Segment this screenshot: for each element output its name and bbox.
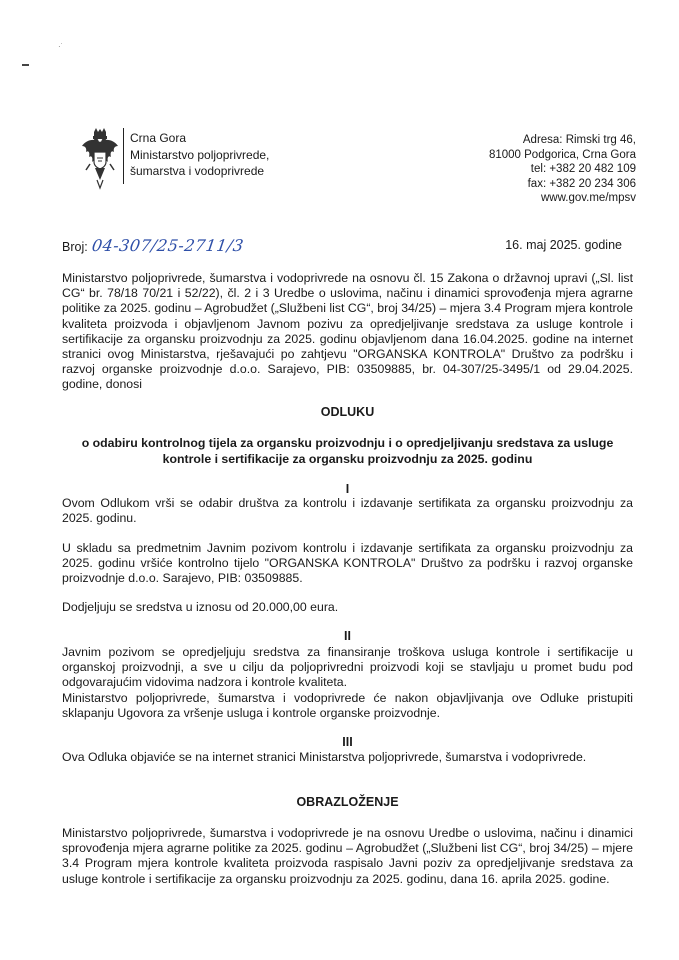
- address-block: [489, 133, 636, 206]
- section-2-number: II: [344, 629, 351, 643]
- scan-specks: ·˙: [58, 42, 64, 51]
- website-line: www.gov.me/mpsv: [540, 192, 636, 204]
- address-line: 81000 Podgorica, Crna Gora: [488, 148, 636, 161]
- section-3-paragraph-1: Ova Odluka objaviće se na internet stranici Ministarstva poljoprivrede, šumarstva i vodoprivrede.: [62, 750, 587, 764]
- ministry-line: šumarstva i vodoprivrede: [130, 164, 265, 178]
- section-1-paragraph-1: Ovom Odlukom vrši se odabir društva za kontrolu i izdavanje sertifikata za organsku proizvodnju za 2025. godinu.: [62, 496, 633, 526]
- address-line: Adresa: Rimski trg 46,: [522, 134, 636, 146]
- reference-number: [62, 236, 243, 255]
- reasoning-paragraph-1: Ministarstvo poljoprivrede, šumarstva i vodoprivrede je na osnovu Uredbe o uslovima, načinu i dinamici sprovođenja mjera agrarne politike za 2025. godinu – Agrobudžet („Službeni list CG“, broj 34/25) – mjere 3.4 Program mjera kontrole kvaliteta proizvoda raspisalo Javni poziv za opredjeljivanje sredstava za usluge kontrole i sertifikacije za organsku proizvodnju za 2025. godinu, dana 16. aprila 2025. godine.: [62, 826, 633, 886]
- scan-mark: [22, 64, 29, 66]
- fax-line: fax: +382 20 234 306: [527, 177, 636, 190]
- decision-subtitle: o odabiru kontrolnog tijela za organsku proizvodnju i o opredjeljivanju sredstava za usluge kontrole i sertifikacije za organsku proizvodnju za 2025. godinu: [81, 436, 614, 466]
- header-divider: [123, 128, 124, 184]
- reference-handwritten-value: 04-307/25-2711/3: [90, 236, 245, 255]
- section-1-paragraph-2: U skladu sa predmetnim Javnim pozivom kontrolu i izdavanje sertifikata za organsku proizvodnju za 2025. godinu vršiće kontrolno tijelo "ORGANSKA KONTROLA" Društvo za podršku i razvoj organske proizvodnje d.o.o. Sarajevo, PIB: 03509885.: [62, 541, 633, 586]
- reference-label: Broj:: [62, 240, 88, 254]
- ministry-line: Crna Gora: [130, 131, 187, 145]
- section-1-number: I: [345, 482, 350, 496]
- section-3-number: III: [342, 735, 353, 749]
- coat-of-arms-icon: [80, 128, 120, 190]
- section-2-paragraph-2: Ministarstvo poljoprivrede, šumarstva i vodoprivrede će nakon objavljivanja ove Odluke pristupiti sklapanju Ugovora za vršenje usluga i kontrole organske proizvodnje.: [62, 691, 633, 721]
- section-1-paragraph-3: Dodjeljuju se sredstva u iznosu od 20.000,00 eura.: [62, 600, 339, 614]
- phone-line: tel: +382 20 482 109: [530, 163, 636, 175]
- intro-paragraph: Ministarstvo poljoprivrede, šumarstva i vodoprivrede na osnovu čl. 15 Zakona o državnoj upravi („Sl. list CG“ br. 78/18 70/21 i 52/22), čl. 2 i 3 Uredbe o uslovima, načinu i dinamici sprovođenja mjera agrarne politike za 2025. godinu – Agrobudžet („Službeni list CG“, broj 34/25) – mjera 3.4 Program mjera kontrole kvaliteta proizvoda i objavljenom Javnom pozivu za opredjeljivanje sredstava za usluge kontrole i sertifikacije za organsku proizvodnju za 2025. godinu objavljenom dana 16.04.2025. godine na internet stranici ovog Ministarstva, rješavajući po zahtjevu "ORGANSKA KONTROLA" Društvo za podršku i razvoj organske proizvodnje d.o.o. Sarajevo, PIB: 03509885, br. 04-307/25-3495/1 od 29.04.2025. godine, donosi: [62, 271, 633, 392]
- reasoning-title: OBRAZLOŽENJE: [296, 795, 399, 809]
- document-date: 16. maj 2025. godine: [505, 238, 622, 252]
- ministry-line: Ministarstvo poljoprivrede,: [130, 147, 270, 162]
- decision-title: ODLUKU: [320, 405, 375, 419]
- section-2-paragraph-1: Javnim pozivom se opredjeljuju sredstva za finansiranje troškova usluga kontrole i sertifikacije u organskoj proizvodnji, a sve u cilju da poljoprivredni proizvodi koji se stavljaju u promet budu pod odgovarajućim vidovima nadzora i kontrole kvaliteta.: [62, 645, 633, 690]
- ministry-block: [130, 130, 269, 180]
